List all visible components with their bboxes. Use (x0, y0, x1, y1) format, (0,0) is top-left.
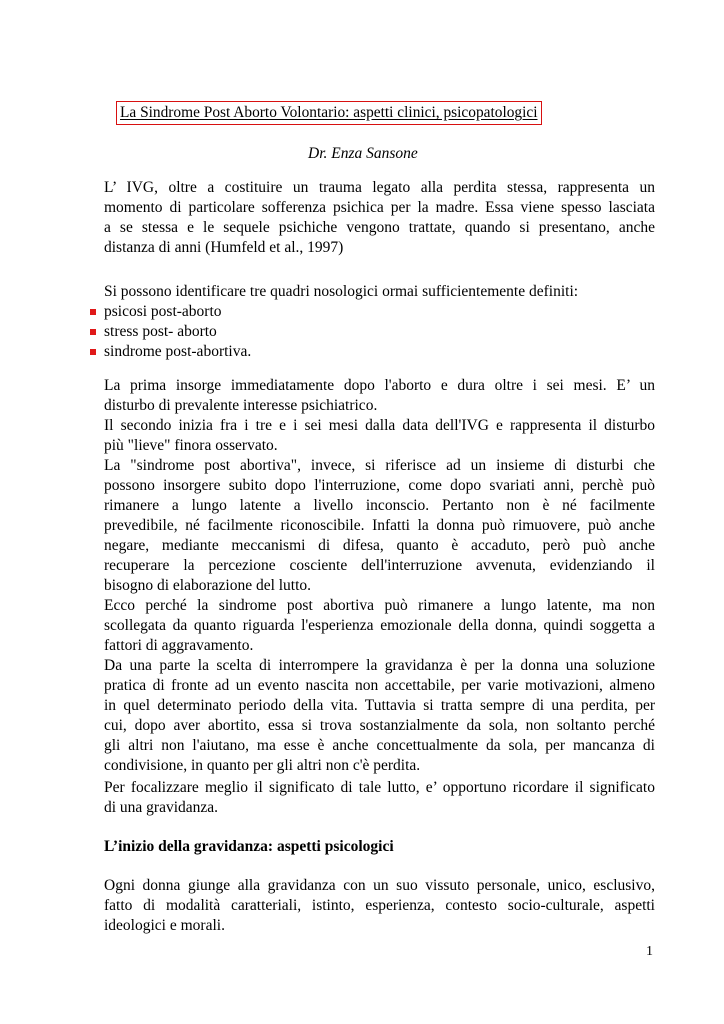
paragraph-1 (104, 178, 655, 258)
list-item-text: stress post- aborto (104, 323, 217, 340)
paragraph-line: cui, dopo aver abortito, essa si trova sostanzialmente da sola, non soltanto perché (104, 717, 655, 734)
paragraph-line: scollegata da quanto riguarda l'esperienza emozionale della donna, quindi soggetta a (104, 617, 655, 634)
paragraph-line: Il secondo inizia fra i tre e i sei mesi dalla data dell'IVG e rappresenta il disturbo (104, 417, 655, 434)
paragraph-line: bisogno di elaborazione del lutto. (104, 577, 312, 594)
document-title: La Sindrome Post Aborto Volontario: aspetti clinici, psicopatologici (120, 104, 538, 121)
paragraph-3 (104, 778, 655, 818)
paragraph-line: La prima insorge immediatamente dopo l'aborto e dura oltre i sei mesi. E’ un (104, 377, 655, 394)
paragraph-line: prevedibile, né facilmente riconoscibile. Infatti la donna può rimuovere, può anche (104, 517, 655, 534)
paragraph-line: momento di particolare sofferenza psichica per la madre. Essa viene spesso lasciata (104, 199, 655, 216)
paragraph-line: disturbo di prevalente interesse psichiatrico. (104, 397, 378, 414)
paragraph-line: ideologici e morali. (104, 917, 225, 934)
list-item-text: psicosi post-aborto (104, 303, 222, 320)
paragraph-line: fatto di modalità caratteriali, istinto, esperienza, contesto socio-culturale, aspetti (104, 897, 655, 914)
paragraph-line: recuperare la percezione cosciente dell'interruzione avvenuta, evidenziando il (104, 557, 655, 574)
paragraph-line: gli altri non l'aiutano, ma esse è anche concettualmente da sola, per mancanza di (104, 737, 655, 754)
paragraph-4 (104, 876, 655, 936)
paragraph-line: Ecco perché la sindrome post abortiva può rimanere a lungo latente, ma non (104, 597, 655, 614)
bullet-square-icon (90, 349, 96, 355)
paragraph-line: distanza di anni (Humfeld et al., 1997) (104, 239, 344, 256)
document-title-box (116, 101, 542, 125)
paragraph-line: pratica di fronte ad un evento nascita non accettabile, per varie motivazioni, almeno (104, 677, 655, 694)
paragraph-line: in quel determinato periodo della vita. Tuttavia si tratta sempre di una perdita, per (104, 697, 655, 714)
paragraph-line: condivisione, in quanto per gli altri non c'è perdita. (104, 757, 421, 774)
list-intro (104, 282, 655, 302)
page-number: 1 (646, 944, 653, 959)
paragraph-line: Per focalizzare meglio il significato di tale lutto, e’ opportuno ricordare il significato (104, 779, 655, 796)
paragraph-2 (104, 376, 655, 776)
list-item-text: sindrome post-abortiva. (104, 343, 252, 360)
list-intro-text: Si possono identificare tre quadri nosologici ormai sufficientemente definiti: (104, 283, 579, 300)
paragraph-line: di una gravidanza. (104, 799, 219, 816)
paragraph-line: La "sindrome post abortiva", invece, si riferisce ad un insieme di disturbi che (104, 457, 655, 474)
paragraph-line: più "lieve" finora osservato. (104, 437, 278, 454)
paragraph-line: L’ IVG, oltre a costituire un trauma legato alla perdita stessa, rappresenta un (104, 179, 655, 196)
paragraph-line: possono insorgere subito dopo l'interruzione, come dopo svariati anni, perchè può (104, 477, 655, 494)
paragraph-line: rimanere a lungo latente a livello inconscio. Pertanto non è né facilmente (104, 497, 655, 514)
paragraph-line: a se stessa e le sequele psichiche vengono trattate, quando si presentano, anche (104, 219, 655, 236)
paragraph-line: negare, mediante meccanismi di difesa, quanto è accaduto, però può anche (104, 537, 655, 554)
paragraph-line: Ogni donna giunge alla gravidanza con un suo vissuto personale, unico, esclusivo, (104, 877, 655, 894)
section-heading: L’inizio della gravidanza: aspetti psicologici (104, 838, 394, 855)
author-name: Dr. Enza Sansone (308, 145, 418, 162)
bullet-square-icon (90, 309, 96, 315)
paragraph-line: Da una parte la scelta di interrompere la gravidanza è per la donna una soluzione (104, 657, 655, 674)
paragraph-line: fattori di aggravamento. (104, 637, 254, 654)
bullet-square-icon (90, 329, 96, 335)
